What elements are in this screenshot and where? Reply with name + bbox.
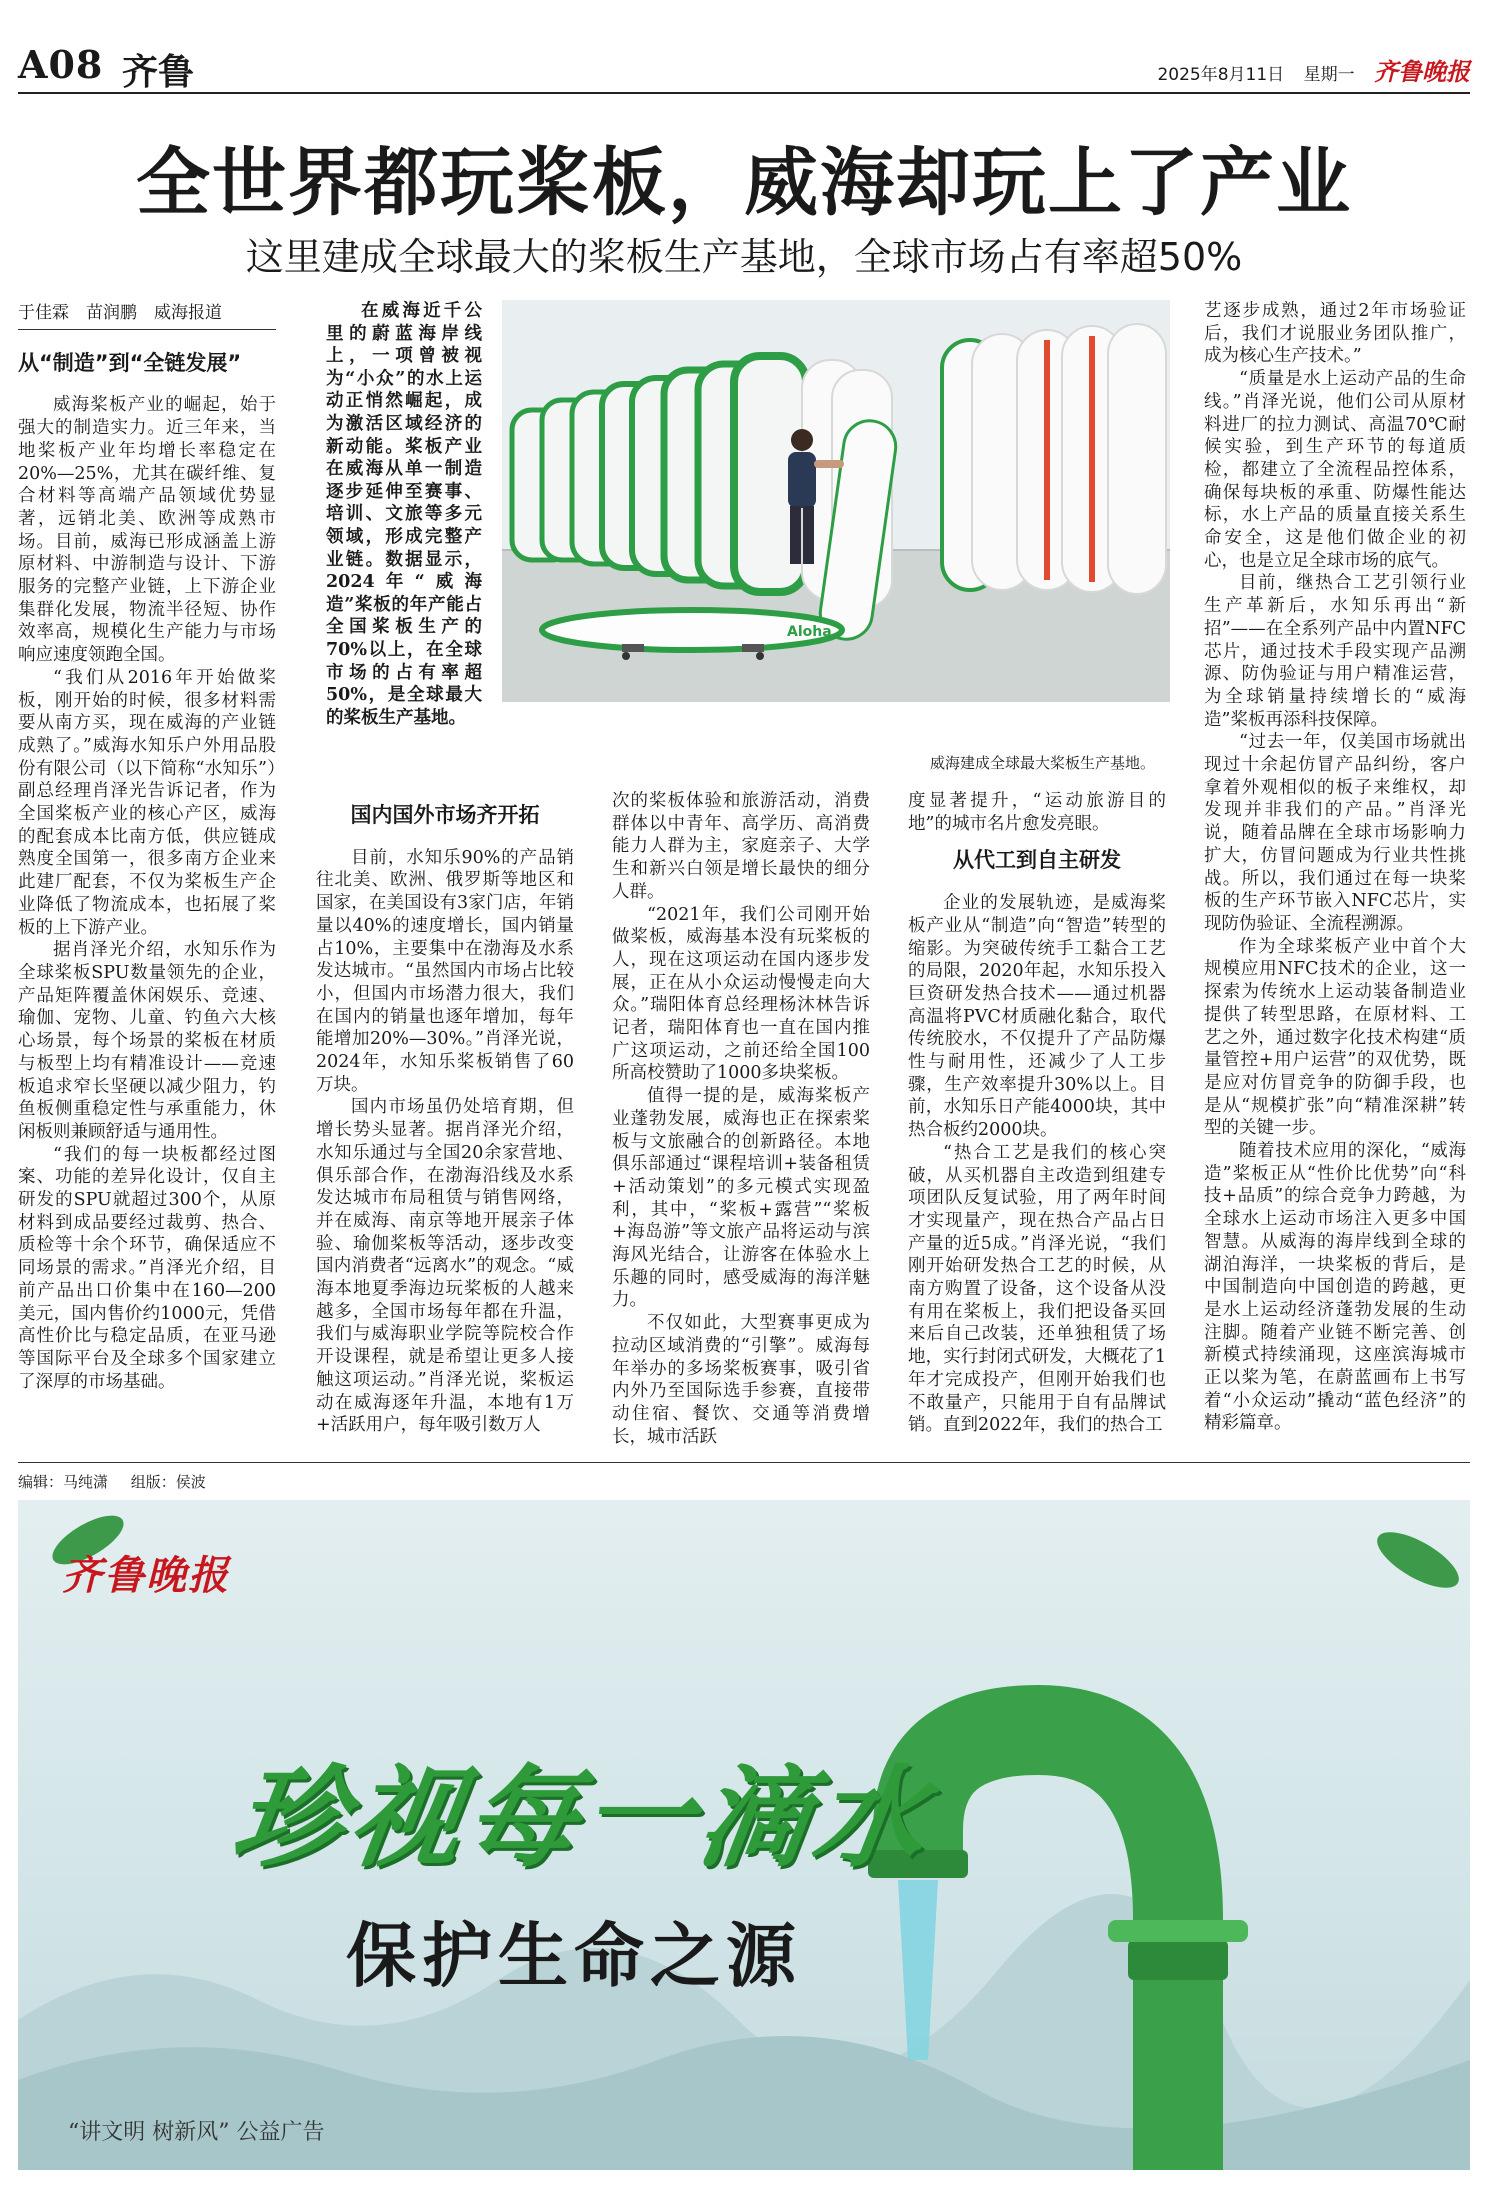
- masthead: [18, 38, 1470, 94]
- paragraph: “我们从2016年开始做桨板，刚开始的时候，很多材料需要从南方买，现在威海的产业链成熟了。”威海水知乐户外用品股份有限公司（以下简称“水知乐”）副总经理肖泽光告诉记者，作为全国桨板产业的核心产区，威海的配套成本比南方低，供应链成熟度全国第一，很多南方企业来此建厂配套，不仅为桨板生产企业降低了物流成本，也拓展了桨板的上下游产业。: [18, 667, 276, 938]
- paragraph: “过去一年，仅美国市场就出现过十余起仿冒产品纠纷，客户拿着外观相似的板子来维权，却发现并非我们的产品。”肖泽光说，随着品牌在全球市场影响力扩大，仿冒问题成为行业共性挑战。所以，我们通过在每一块桨板的生产环节嵌入NFC芯片，实现防伪验证、全流程溯源。: [1204, 732, 1466, 934]
- column-1: [18, 302, 276, 1393]
- photo-caption: 威海建成全球最大桨板生产基地。: [930, 754, 1156, 772]
- paragraph: “热合工艺是我们的核心突破，从买机器自主改造到组建专项团队反复试验，用了两年时间才实现量产，现在热合产品占日产量的近5成。”肖泽光说，“我们刚开始研发热合工艺的时候，从南方购置了设备，这个设备从没有用在桨板上，我们把设备买回来后自己改装，还单独租赁了场地，实行封闭式研发，大概花了1年才完成投产，但刚开始我们也不敢量产，只能用于自有品牌试销。直到2022年，我们的热合工: [908, 1142, 1166, 1436]
- paragraph: 度显著提升，“运动旅游目的地”的城市名片愈发亮眼。: [908, 791, 1166, 834]
- ad-slogan: 珍视每一滴水: [225, 1753, 940, 1882]
- public-service-ad: [18, 1500, 1470, 2170]
- section-title-3: 从代工到自主研发: [953, 848, 1121, 873]
- paragraph: “2021年，我们公司刚开始做桨板，威海基本没有玩桨板的人，现在这项运动在国内逐步发展，正在从小众运动慢慢走向大众。”瑞阳体育总经理杨沐林告诉记者，瑞阳体育也一直在国内推广这项运动，之前还给全国100所高校赞助了1000多块桨板。: [612, 904, 870, 1084]
- paragraph: 艺逐步成熟，通过2年市场验证后，我们才说服业务团队推广，成为核心生产技术。”: [1204, 301, 1466, 367]
- paragraph: 目前，继热合工艺引领行业生产革新后，水知乐再出“新招”——在全系列产品中内置NFC芯片，通过技术手段实现产品溯源、防伪验证与用户精准运营，为全球销量持续增长的“威海造”桨板再添科技保障。: [1204, 573, 1466, 730]
- ad-note: “讲文明 树新风” 公益广告: [68, 2120, 325, 2145]
- subheadline: 这里建成全球最大的桨板生产基地，全球市场占有率超50%: [245, 235, 1243, 279]
- paragraph: 不仅如此，大型赛事更成为拉动区域消费的“引擎”。威海每年举办的多场桨板赛事，吸引省内外乃至国际选手参赛，直接带动住宿、餐饮、交通等消费增长，城市活跃: [612, 1313, 870, 1447]
- ad-subtitle: 保护生命之源: [346, 1914, 802, 1997]
- paragraph: 国内市场虽仍处培育期，但增长势头显著。据肖泽光介绍，水知乐通过与全国20余家营地、俱乐部合作，在渤海沿线及水系发达城市布局租赁与销售网络，并在威海、南京等地开展亲子体验、瑜伽桨板等活动，逐步改变国内消费者“远离水”的观念。“威海本地夏季海边玩桨板的人越来越多，全国市场每年都在升温，我们与威海职业学院等院校合作开设课程，就是希望让更多人接触这项运动。”肖泽光说，桨板运动在威海逐年升温，本地有1万+活跃用户，每年吸引数万人: [316, 1097, 574, 1436]
- paddleboard-factory-illustration: [502, 300, 1170, 702]
- factory-photo: [502, 300, 1170, 702]
- board-brand-text: Aloha: [787, 624, 832, 640]
- ad-newspaper-logo: 齐鲁晚报: [62, 1552, 230, 1599]
- paragraph: “质量是水上运动产品的生命线。”肖泽光说，他们公司从原材料进厂的拉力测试、高温70℃耐候实验，到生产环节的每道质检，都建立了全流程品控体系，确保每块板的承重、防爆性能达标，水上产品的质量直接关系生命安全，这是他们做企业的初心，也是立足全球市场的底气。: [1204, 369, 1466, 571]
- column-6: [1204, 300, 1466, 1435]
- column-3: [316, 790, 574, 1437]
- page-number: A08: [18, 42, 104, 87]
- section-title-1: 从“制造”到“全链发展”: [18, 350, 242, 375]
- paragraph: “我们的每一块板都经过图案、功能的差异化设计，仅自主研发的SPU就超过300个，从原材料到成品要经过裁剪、热合、质检等十余个环节，确保适应不同场景的需求。”肖泽光介绍，目前产品出口价集中在160—200美元，国内售价约1000元，凭借高性价比与稳定品质，在亚马逊等国际平台及全球多个国家建立了深厚的市场基础。: [18, 1144, 276, 1392]
- paragraph: 威海桨板产业的崛起，始于强大的制造实力。近三年来，当地桨板产业年均增长率稳定在20%—25%，尤其在碳纤维、复合材料等高端产品领域优势显著，远销北美、欧洲等成熟市场。目前，威海已形成涵盖上游原材料、中游制造与设计、下游服务的完整产业链，上下游企业集群化发展，物流半径短、协作效率高，规模化生产能力与市场响应速度领跑全国。: [18, 395, 276, 666]
- header-meta: [1143, 52, 1470, 87]
- newspaper-logo: 齐鲁晚报: [1374, 58, 1470, 86]
- column-4: [612, 790, 870, 1448]
- editor-credits: [18, 1462, 1470, 1492]
- paragraph: 随着技术应用的深化，“威海造”桨板正从“性价比优势”向“科技+品质”的综合竞争力跨越，为全球水上运动市场注入更多中国智慧。从威海的海岸线到全球的湖泊海洋，一块桨板的背后，是中国制造向中国创造的跨越，更是水上运动经济蓬勃发展的生动注脚。随着产业链不断完善、创新模式持续涌现，这座滨海城市正以桨为笔，在蔚蓝画布上书写着“小众运动”撬动“蓝色经济”的精彩篇章。: [1204, 1141, 1466, 1434]
- issue-weekday: 星期一: [1303, 65, 1355, 85]
- headline: 全世界都玩桨板，威海却玩上了产业: [136, 140, 1352, 226]
- issue-date: 2025年8月11日: [1157, 65, 1285, 85]
- paragraph: 值得一提的是，威海桨板产业蓬勃发展，威海也正在探索桨板与文旅融合的创新路径。本地俱乐部通过“课程培训+装备租赁+活动策划”的多元模式实现盈利，其中，“桨板+露营”“桨板+海岛游”等文旅产品将运动与滨海风光结合，让游客在体验水上乐趣的同时，感受威海的海洋魅力。: [612, 1086, 870, 1311]
- paragraph: 目前，水知乐90%的产品销往北美、欧洲、俄罗斯等地区和国家，在美国设有3家门店，年销量以40%的速度增长，国内销量占10%，主要集中在渤海及水系发达城市。“虽然国内市场占比较小，但国内市场潜力很大，我们在国内的销量也逐年增加，每年能增加20%—30%。”肖泽光说，2024年，水知乐桨板销售了60万块。: [316, 847, 574, 1095]
- section-name: 齐鲁: [122, 51, 195, 93]
- column-2-summary: [326, 300, 482, 729]
- byline: 于佳霖 苗润鹏 威海报道: [18, 302, 276, 330]
- editor-name: 编辑：马纯潇: [18, 1473, 109, 1491]
- column-5: [908, 790, 1166, 1437]
- layout-name: 组版：侯波: [130, 1473, 206, 1491]
- paragraph: 据肖泽光介绍，水知乐作为全球桨板SPU数量领先的企业，产品矩阵覆盖休闲娱乐、竞速、瑜伽、宠物、儿童、钓鱼六大核心场景，每个场景的桨板在材质与板型上均有精准设计——竞速板追求窄长坚硬以减少阻力，钓鱼板侧重稳定性与承重能力，休闲板则兼顾舒适与通用性。: [18, 940, 276, 1142]
- paragraph: 作为全球桨板产业中首个大规模应用NFC技术的企业，这一探索为传统水上运动装备制造业提供了转型思路，在原材料、工艺之外，通过数字化技术构建“质量管控+用户运营”的双优势，既是应对仿冒竞争的防御手段，也是从“规模扩张”向“精准深耕”转型的关键一步。: [1204, 936, 1466, 1139]
- summary-paragraph: 在威海近千公里的蔚蓝海岸线上，一项曾被视为“小众”的水上运动正悄然崛起，成为激活区域经济的新动能。桨板产业在威海从单一制造逐步延伸至赛事、培训、文旅等多元领域，形成完整产业链。数据显示，2024年“威海造”桨板的年产能占全国桨板生产的70%以上，在全球市场的占有率超50%，是全球最大的桨板生产基地。: [326, 301, 482, 728]
- paragraph: 次的桨板体验和旅游活动，消费群体以中青年、高学历、高消费能力人群为主，家庭亲子、大学生和新兴白领是增长最快的细分人群。: [612, 791, 870, 902]
- paragraph: 企业的发展轨迹，是威海桨板产业从“制造”向“智造”转型的缩影。为突破传统手工黏合工艺的局限，2020年起，水知乐投入巨资研发热合技术——通过机器高温将PVC材质融化黏合，取代传统胶水，不仅提升了产品防爆性与耐用性，还减少了人工步骤，生产效率提升30%以上。目前，水知乐日产能4000块，其中热合板约2000块。: [908, 893, 1166, 1141]
- section-title-2: 国内国外市场齐开拓: [350, 803, 540, 827]
